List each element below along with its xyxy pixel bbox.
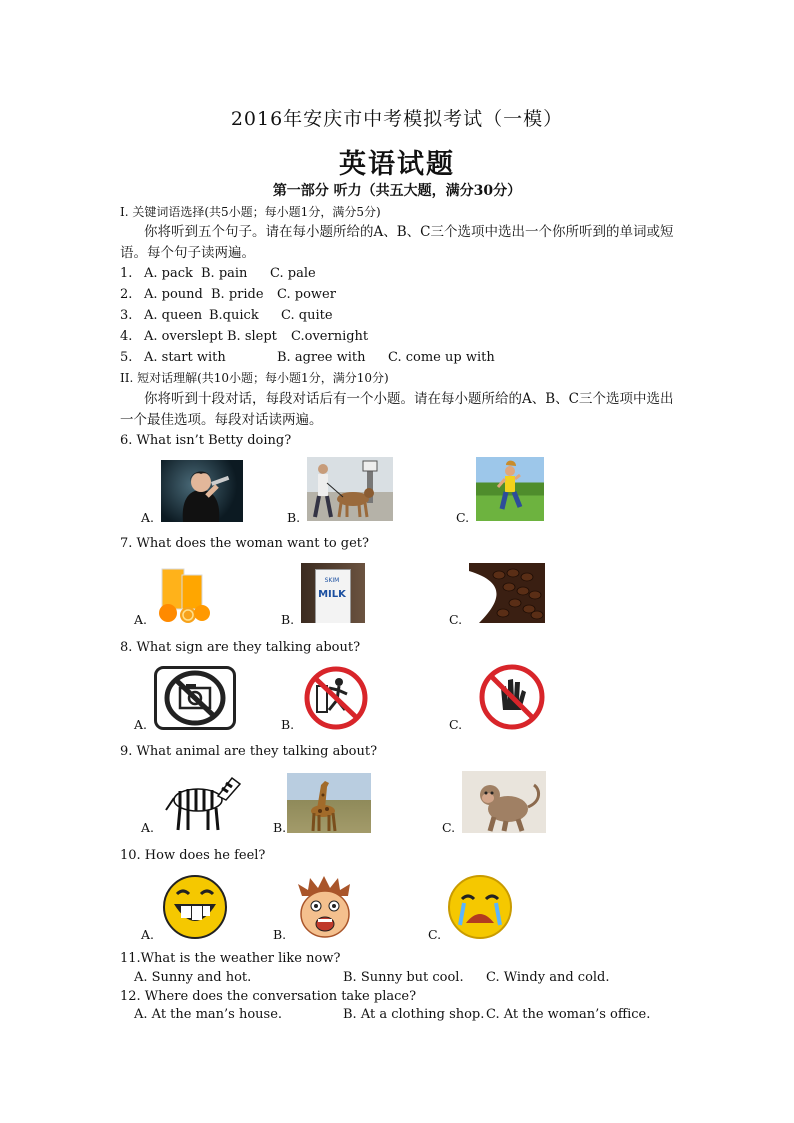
section2-instruction: 你将听到十段对话，每段对话后有一个小题。请在每小题所给的A、B、C三个选项中选出一个最佳选项。每段对话读两遍。 [120, 391, 674, 428]
q9-option-a[interactable]: A. [141, 820, 155, 835]
s1-item-3-b: B.quick [209, 308, 259, 323]
s1-item-1-b: B. pain [201, 266, 248, 281]
zebra-icon [162, 770, 246, 832]
q12-option-a[interactable]: A. At the man’s house. [134, 1007, 283, 1022]
q11-text: 11.What is the weather like now? [120, 951, 341, 966]
q7-text: 7. What does the woman want to get? [120, 536, 369, 551]
s1-item-5-a: A. start with [144, 350, 226, 365]
q8-option-a[interactable]: A. [134, 717, 148, 732]
q6-option-c[interactable]: C. [456, 510, 470, 525]
q9-text: 9. What animal are they talking about? [120, 744, 378, 759]
exam-title: 2016年安庆市中考模拟考试（一模） [230, 108, 564, 130]
orange-juice-icon [154, 565, 212, 623]
giraffe-picture [287, 773, 371, 833]
s1-item-1-c: C. pale [270, 266, 316, 281]
s1-item-2-num: 2. [120, 287, 133, 302]
dog-walking-picture [307, 457, 393, 521]
q11-option-c[interactable]: C. Windy and cold. [486, 970, 610, 985]
part-heading: 第一部分 听力（共五大题，满分30分） [272, 183, 522, 199]
q8-text: 8. What sign are they talking about? [120, 640, 361, 655]
s1-item-4-num: 4. [120, 329, 133, 344]
s1-item-5-b: B. agree with [277, 350, 366, 365]
no-touching-sign [479, 664, 545, 730]
milk-label: MILK [318, 589, 346, 600]
subject-title: 英语试题 [339, 149, 455, 180]
q10-text: 10. How does he feel? [120, 848, 266, 863]
no-touching-icon [479, 664, 545, 730]
no-photo-sign [154, 666, 236, 730]
s1-item-5-num: 5. [120, 350, 133, 365]
s1-item-4-b: B. slept [227, 329, 277, 344]
s1-item-4-a: A. overslept [144, 329, 223, 344]
juice-picture [154, 565, 212, 623]
no-climbing-sign [301, 666, 371, 730]
runner-icon [476, 457, 544, 521]
scared-face-picture [294, 876, 356, 940]
dog-walking-icon [307, 457, 393, 521]
q8-option-c[interactable]: C. [449, 717, 463, 732]
s1-item-1-num: 1. [120, 266, 133, 281]
q7-option-b[interactable]: B. [281, 612, 295, 627]
q11-option-b[interactable]: B. Sunny but cool. [343, 970, 464, 985]
milk-sub-label: SKIM [324, 577, 340, 584]
laughing-face-icon [160, 874, 230, 940]
q9-option-b[interactable]: B. [273, 820, 287, 835]
milk-picture [301, 563, 365, 623]
s1-item-2-a: A. pound [144, 287, 203, 302]
coffee-beans-icon [469, 563, 545, 623]
section1-heading: I. 关键词语选择(共5小题；每小题1分，满分5分) [120, 205, 381, 219]
coffee-picture [469, 563, 545, 623]
singer-picture [161, 460, 243, 522]
running-picture [476, 457, 544, 521]
q8-option-b[interactable]: B. [281, 717, 295, 732]
no-camera-icon [154, 666, 236, 730]
zebra-picture [162, 770, 246, 832]
q6-text: 6. What isn’t Betty doing? [120, 433, 292, 448]
crying-face-icon [446, 873, 514, 941]
scared-face-icon [294, 876, 356, 940]
no-climbing-icon [301, 666, 371, 730]
s1-item-2-b: B. pride [211, 287, 264, 302]
s1-item-2-c: C. power [277, 287, 336, 302]
q7-option-a[interactable]: A. [134, 612, 148, 627]
section1-instruction: 你将听到五个句子。请在每小题所给的A、B、C三个选项中选出一个你所听到的单词或短语。每个句子读两遍。 [120, 224, 674, 261]
crying-face-picture [446, 873, 514, 941]
q12-option-b[interactable]: B. At a clothing shop. [343, 1007, 485, 1022]
monkey-icon [462, 771, 546, 833]
s1-item-3-num: 3. [120, 308, 133, 323]
q11-option-a[interactable]: A. Sunny and hot. [134, 970, 252, 985]
q12-text: 12. Where does the conversation take place? [120, 989, 417, 1004]
section2-heading: II. 短对话理解(共10小题；每小题1分，满分10分) [120, 371, 389, 385]
s1-item-3-a: A. queen [144, 308, 203, 323]
s1-item-1-a: A. pack [144, 266, 193, 281]
singer-icon [161, 460, 243, 522]
q6-option-a[interactable]: A. [141, 510, 155, 525]
laughing-face-picture [160, 874, 230, 940]
q9-option-c[interactable]: C. [442, 820, 456, 835]
giraffe-icon [287, 773, 371, 833]
s1-item-3-c: C. quite [281, 308, 333, 323]
s1-item-5-c: C. come up with [388, 350, 495, 365]
q10-option-b[interactable]: B. [273, 927, 287, 942]
q12-option-c[interactable]: C. At the woman’s office. [486, 1007, 651, 1022]
q10-option-c[interactable]: C. [428, 927, 442, 942]
s1-item-4-c: C.overnight [291, 329, 369, 344]
monkey-picture [462, 771, 546, 833]
q6-option-b[interactable]: B. [287, 510, 301, 525]
q7-option-c[interactable]: C. [449, 612, 463, 627]
q10-option-a[interactable]: A. [141, 927, 155, 942]
